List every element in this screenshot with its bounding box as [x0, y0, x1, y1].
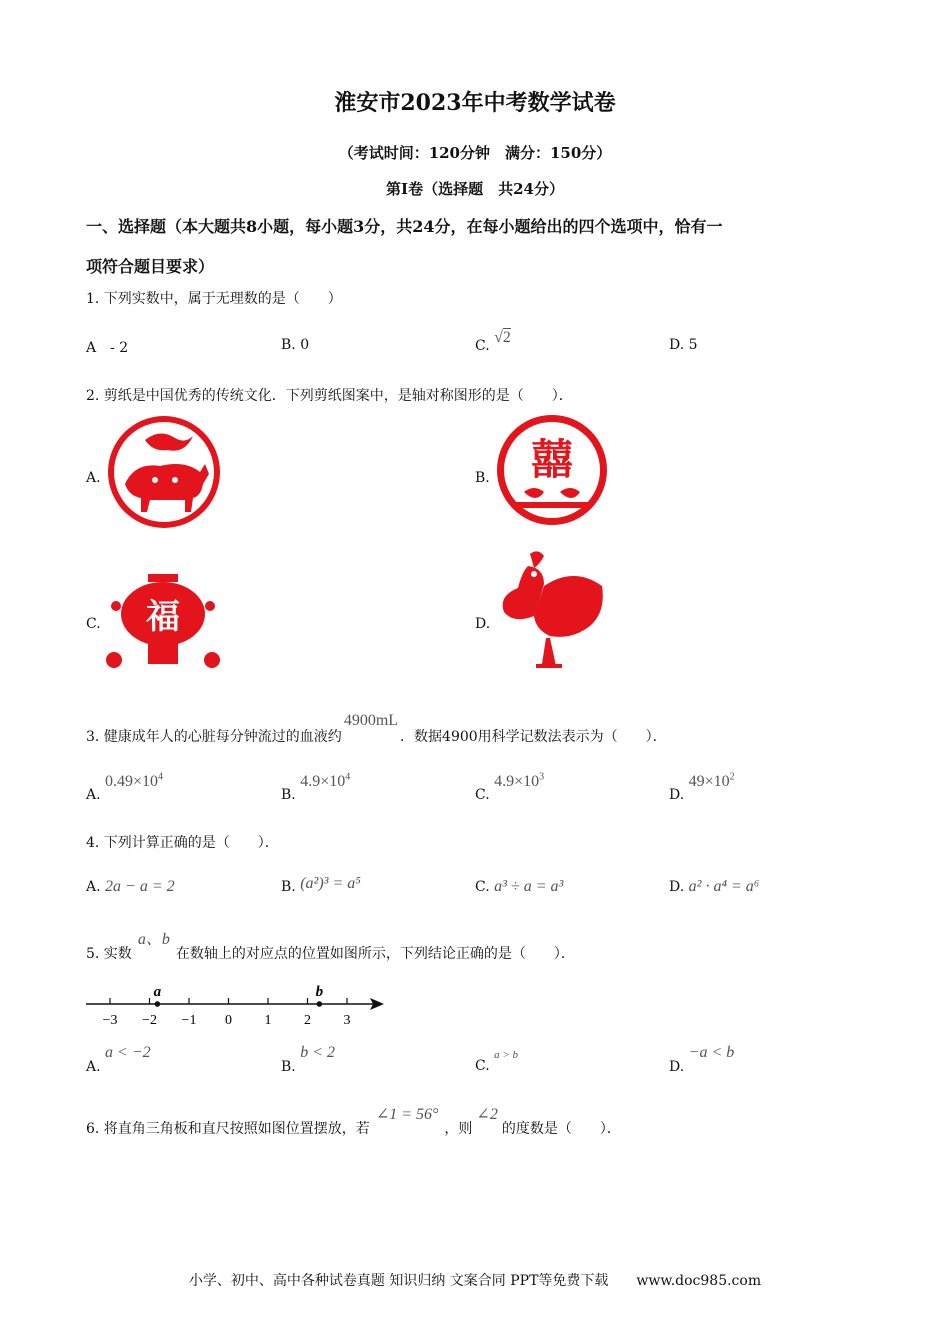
- q4-option-d: [669, 878, 759, 896]
- q3-c-base: 4.9×10: [494, 773, 540, 791]
- papercut-ox-image: [105, 414, 223, 534]
- q4-option-d-math: a² · a⁴ = a⁶: [688, 878, 760, 895]
- q5-option-a-math: a < −2: [105, 1044, 151, 1061]
- q4-option-d-label: D.: [669, 879, 685, 895]
- q2-stem: 2. 剪纸是中国优秀的传统文化．下列剪纸图案中，是轴对称图形的是（ ）．: [86, 388, 573, 404]
- section-heading-line2: 项符合题目要求）: [86, 257, 215, 276]
- number-line-point-a: [155, 1001, 161, 1007]
- q3-stem-post: ．数据4900用科学记数法表示为（ ）．: [400, 729, 667, 745]
- q5-option-b-math: b < 2: [300, 1044, 335, 1061]
- q2-option-c: C.: [86, 616, 101, 632]
- page-footer: 小学、初中、高中各种试卷真题 知识归纳 文案合同 PPT等免费下载 www.doc985.com: [188, 1273, 762, 1289]
- number-line-tick-label: 3: [343, 1013, 351, 1028]
- exam-title: 淮安市2023年中考数学试卷: [334, 90, 616, 116]
- q5-option-b-label: B.: [281, 1059, 296, 1075]
- q5-option-d-label: D.: [669, 1059, 685, 1075]
- q2-option-b: B.: [475, 470, 490, 486]
- q6-stem-math2: ∠2: [476, 1106, 498, 1123]
- section-heading-line1: 一、选择题（本大题共8小题，每小题3分，共24分，在每小题给出的四个选项中，恰有一: [86, 217, 723, 236]
- number-line-point-b-label: b: [315, 984, 324, 1000]
- q3-option-a-label: A.: [86, 787, 101, 804]
- q3-stem-math: 4900mL: [343, 712, 399, 729]
- q5-option-a-label: A.: [86, 1059, 101, 1075]
- q5-option-b: [281, 1044, 335, 1076]
- q3-b-base: 4.9×10: [300, 773, 346, 791]
- q6-stem-math1: ∠1 = 56°: [375, 1106, 439, 1123]
- q5-option-c: [475, 1049, 519, 1074]
- q1-stem: 1. 下列实数中，属于无理数的是（ ）: [86, 291, 342, 307]
- q4-option-b-math: (a²)³ = a⁵: [300, 875, 361, 892]
- q2-papercut-c-character: 福: [146, 597, 180, 637]
- q5-stem: [86, 931, 575, 963]
- number-line-point-b: [317, 1001, 323, 1007]
- exam-info: （考试时间：120分钟 满分：150分）: [338, 144, 612, 162]
- q4-option-a: [86, 878, 175, 896]
- q5-stem-math: a、b: [137, 931, 170, 948]
- q3-b-exp: 4: [345, 772, 351, 783]
- q3-a-exp: 4: [158, 772, 164, 783]
- q3-option-a: [86, 772, 164, 804]
- q3-option-d-math: [689, 773, 735, 790]
- number-line-figure: [86, 982, 386, 1034]
- q5-option-c-label: C.: [475, 1058, 490, 1074]
- q3-option-d-label: D.: [669, 787, 685, 804]
- q2-option-d: D.: [475, 616, 491, 632]
- q4-option-b: [281, 875, 361, 896]
- q3-c-exp: 3: [539, 772, 545, 783]
- q4-option-a-label: A.: [86, 879, 101, 895]
- q1-option-c: [475, 329, 511, 355]
- papercut-rooster-image: [494, 546, 610, 676]
- q3-stem-pre: 3. 健康成年人的心脏每分钟流过的血液约: [86, 729, 342, 745]
- papercut-lantern-image: [104, 572, 222, 678]
- q4-option-a-math: 2a − a = 2: [105, 878, 175, 895]
- q3-option-c-math: [494, 773, 544, 790]
- number-line-tick-label: −3: [102, 1013, 118, 1028]
- q5-option-d-math: −a < b: [688, 1044, 735, 1061]
- q3-option-c: [475, 772, 545, 804]
- q6-stem-post: 的度数是（ ）．: [501, 1121, 621, 1137]
- q5-stem-pre: 5. 实数: [86, 946, 132, 962]
- q4-option-c-math: a³ ÷ a = a³: [494, 878, 564, 895]
- q4-option-b-label: B.: [281, 879, 296, 895]
- q1-sqrt-radicand: 2: [502, 329, 511, 346]
- q1-option-b: B. 0: [281, 337, 310, 353]
- q4-option-c-label: C.: [475, 879, 490, 895]
- q3-option-b-math: [300, 773, 350, 790]
- papercut-double-happiness-image: [494, 414, 610, 530]
- q5-option-a: [86, 1044, 151, 1076]
- q1-option-c-label: C.: [475, 338, 490, 354]
- q3-stem: [86, 712, 667, 746]
- q3-option-d: [669, 772, 735, 804]
- q5-stem-post: 在数轴上的对应点的位置如图所示，下列结论正确的是（ ）．: [175, 946, 575, 962]
- q6-stem-pre: 6. 将直角三角板和直尺按照如图位置摆放，若: [86, 1121, 370, 1137]
- q3-d-exp: 2: [729, 772, 735, 783]
- q5-option-c-math: a > b: [494, 1049, 519, 1061]
- q6-stem: [86, 1106, 621, 1138]
- q1-option-a: A - 2: [86, 340, 129, 356]
- q3-option-b: [281, 772, 351, 804]
- q6-stem-mid: ，则: [444, 1121, 473, 1137]
- q4-option-c: [475, 878, 563, 896]
- q1-option-d: D. 5: [669, 337, 698, 353]
- q3-option-c-label: C.: [475, 787, 490, 804]
- q2-papercut-b-character: 囍: [530, 435, 574, 484]
- q3-a-base: 0.49×10: [105, 773, 159, 791]
- q3-option-b-label: B.: [281, 787, 296, 804]
- q3-option-a-math: [105, 773, 163, 790]
- number-line-tick-label: 1: [264, 1013, 272, 1028]
- q4-stem: 4. 下列计算正确的是（ ）．: [86, 835, 279, 851]
- number-line-tick-label: 0: [225, 1013, 232, 1028]
- number-line-point-a-label: a: [153, 984, 162, 1000]
- number-line-tick-label: −2: [142, 1013, 157, 1028]
- number-line-tick-label: 2: [304, 1013, 311, 1028]
- q2-option-a: A.: [86, 470, 101, 486]
- q3-d-base: 49×10: [688, 773, 730, 791]
- q1-sqrt-expression: √2: [494, 329, 511, 346]
- number-line-tick-label: −1: [181, 1013, 197, 1028]
- q5-option-d: [669, 1044, 735, 1076]
- part-title: 第Ⅰ卷（选择题 共24分）: [386, 180, 564, 198]
